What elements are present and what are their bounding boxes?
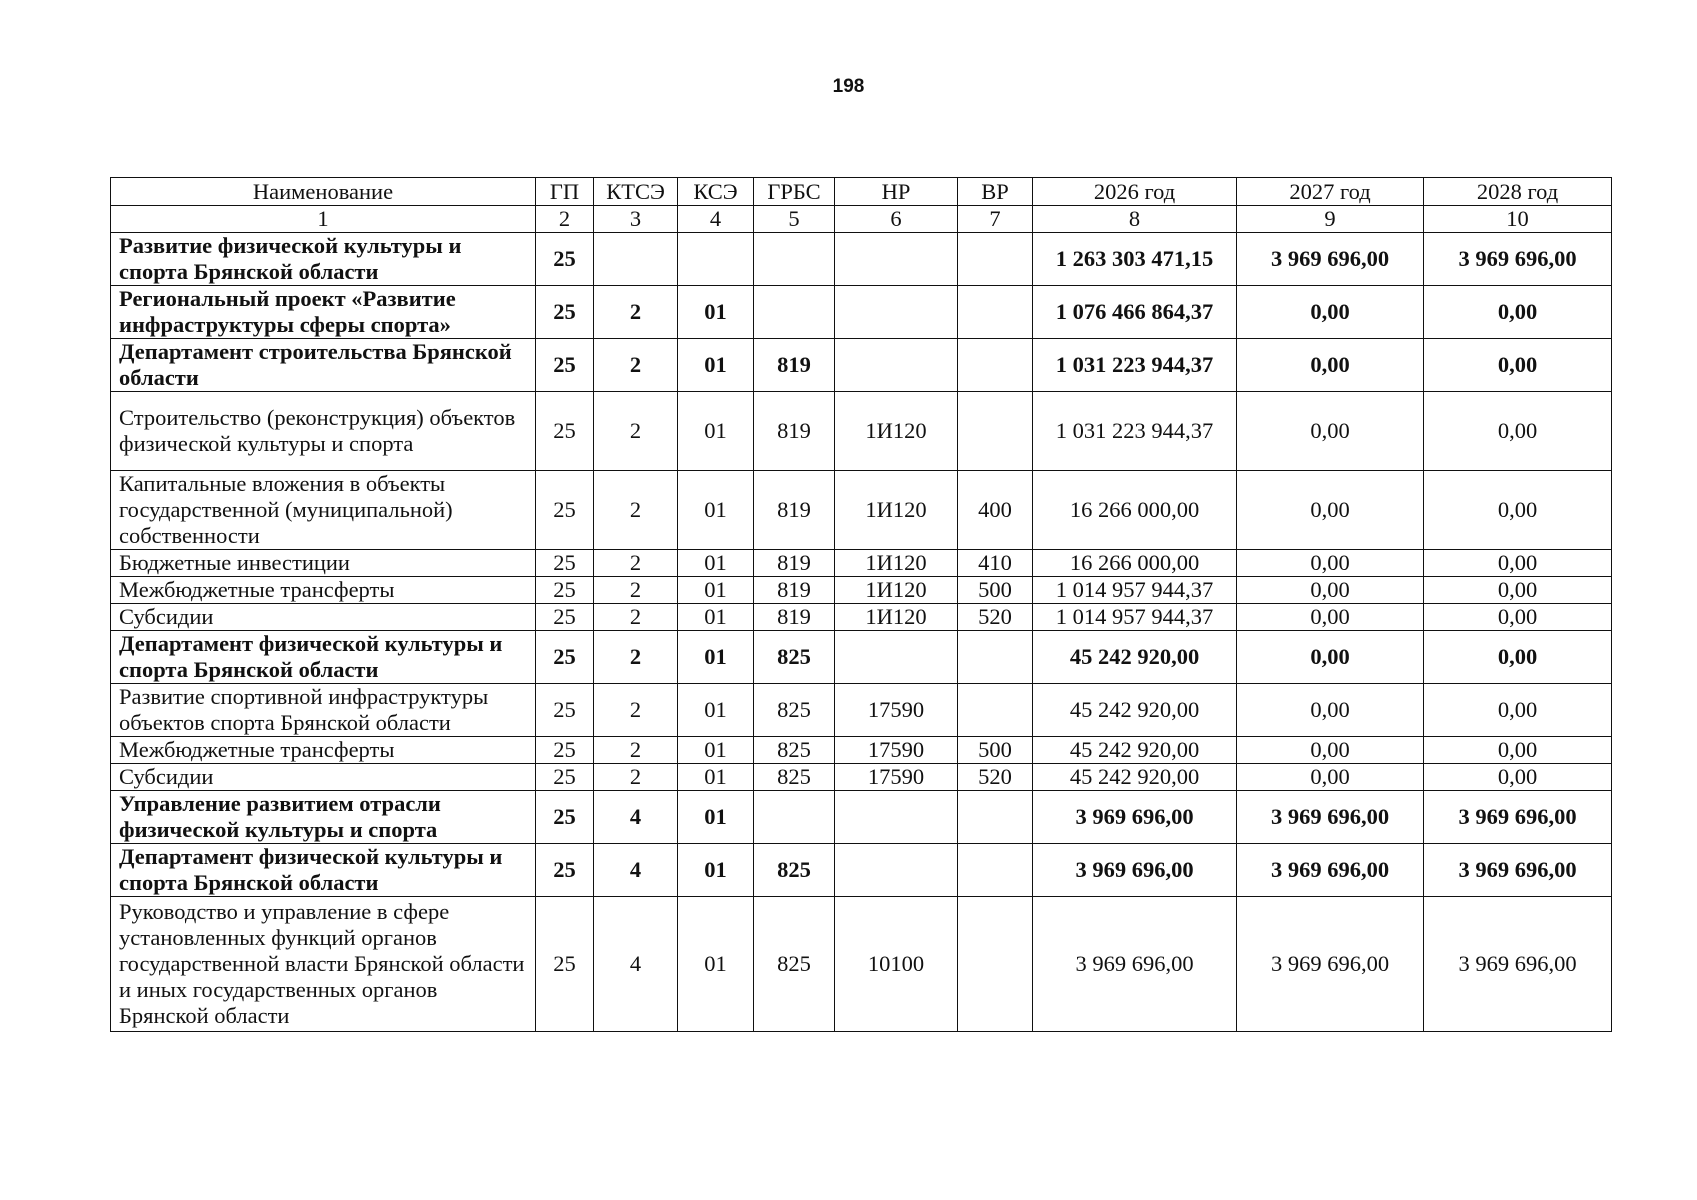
cell-2026: 1 014 957 944,37 bbox=[1033, 577, 1237, 604]
header-ktse: КТСЭ bbox=[594, 178, 678, 206]
header-2028: 2028 год bbox=[1424, 178, 1612, 206]
column-number: 9 bbox=[1237, 206, 1424, 233]
cell-nr: 10100 bbox=[835, 897, 958, 1032]
cell-name: Управление развитием отрасли физической культуры и спорта bbox=[111, 791, 536, 844]
cell-gp: 25 bbox=[536, 577, 594, 604]
cell-ktse: 2 bbox=[594, 286, 678, 339]
header-name: Наименование bbox=[111, 178, 536, 206]
cell-ktse: 2 bbox=[594, 550, 678, 577]
cell-grbs: 825 bbox=[754, 764, 835, 791]
cell-nr bbox=[835, 286, 958, 339]
cell-grbs: 819 bbox=[754, 339, 835, 392]
cell-grbs: 819 bbox=[754, 604, 835, 631]
cell-2026: 3 969 696,00 bbox=[1033, 791, 1237, 844]
column-number: 6 bbox=[835, 206, 958, 233]
cell-2026: 1 031 223 944,37 bbox=[1033, 339, 1237, 392]
cell-2027: 3 969 696,00 bbox=[1237, 897, 1424, 1032]
cell-grbs: 825 bbox=[754, 897, 835, 1032]
cell-2026: 45 242 920,00 bbox=[1033, 764, 1237, 791]
cell-vr bbox=[958, 684, 1033, 737]
header-grbs: ГРБС bbox=[754, 178, 835, 206]
cell-name: Межбюджетные трансферты bbox=[111, 577, 536, 604]
cell-name: Региональный проект «Развитие инфраструктуры сферы спорта» bbox=[111, 286, 536, 339]
cell-name: Капитальные вложения в объекты государственной (муниципальной) собственности bbox=[111, 471, 536, 550]
table-row bbox=[111, 233, 1612, 286]
cell-gp: 25 bbox=[536, 737, 594, 764]
cell-2027: 0,00 bbox=[1237, 471, 1424, 550]
cell-vr bbox=[958, 791, 1033, 844]
header-row bbox=[111, 178, 1612, 206]
cell-2027: 3 969 696,00 bbox=[1237, 791, 1424, 844]
cell-2027: 0,00 bbox=[1237, 604, 1424, 631]
header-kse: КСЭ bbox=[678, 178, 754, 206]
cell-2026: 1 014 957 944,37 bbox=[1033, 604, 1237, 631]
table-row bbox=[111, 604, 1612, 631]
cell-vr bbox=[958, 339, 1033, 392]
header-vr: ВР bbox=[958, 178, 1033, 206]
cell-vr bbox=[958, 286, 1033, 339]
cell-2026: 45 242 920,00 bbox=[1033, 737, 1237, 764]
table-row bbox=[111, 897, 1612, 1032]
cell-kse: 01 bbox=[678, 286, 754, 339]
cell-ktse: 4 bbox=[594, 844, 678, 897]
cell-2028: 0,00 bbox=[1424, 550, 1612, 577]
cell-grbs: 819 bbox=[754, 392, 835, 471]
column-number: 2 bbox=[536, 206, 594, 233]
cell-name: Развитие физической культуры и спорта Брянской области bbox=[111, 233, 536, 286]
cell-kse: 01 bbox=[678, 392, 754, 471]
cell-kse: 01 bbox=[678, 737, 754, 764]
table-row bbox=[111, 339, 1612, 392]
cell-kse: 01 bbox=[678, 604, 754, 631]
cell-gp: 25 bbox=[536, 684, 594, 737]
cell-grbs: 825 bbox=[754, 631, 835, 684]
cell-vr: 400 bbox=[958, 471, 1033, 550]
cell-kse: 01 bbox=[678, 550, 754, 577]
cell-nr: 17590 bbox=[835, 764, 958, 791]
cell-2027: 0,00 bbox=[1237, 684, 1424, 737]
cell-nr bbox=[835, 233, 958, 286]
cell-gp: 25 bbox=[536, 233, 594, 286]
column-number: 10 bbox=[1424, 206, 1612, 233]
cell-gp: 25 bbox=[536, 631, 594, 684]
cell-2027: 0,00 bbox=[1237, 339, 1424, 392]
table-body bbox=[111, 233, 1612, 1032]
cell-2027: 0,00 bbox=[1237, 550, 1424, 577]
cell-2028: 0,00 bbox=[1424, 631, 1612, 684]
cell-2026: 3 969 696,00 bbox=[1033, 844, 1237, 897]
cell-name: Межбюджетные трансферты bbox=[111, 737, 536, 764]
cell-ktse: 2 bbox=[594, 684, 678, 737]
cell-grbs bbox=[754, 791, 835, 844]
table-row bbox=[111, 286, 1612, 339]
cell-grbs bbox=[754, 233, 835, 286]
table-row bbox=[111, 684, 1612, 737]
cell-nr bbox=[835, 791, 958, 844]
cell-vr: 410 bbox=[958, 550, 1033, 577]
cell-grbs: 825 bbox=[754, 737, 835, 764]
cell-name: Субсидии bbox=[111, 764, 536, 791]
cell-ktse: 2 bbox=[594, 392, 678, 471]
table-header bbox=[111, 178, 1612, 233]
cell-ktse: 2 bbox=[594, 604, 678, 631]
cell-2028: 3 969 696,00 bbox=[1424, 791, 1612, 844]
table-row bbox=[111, 631, 1612, 684]
cell-2028: 3 969 696,00 bbox=[1424, 897, 1612, 1032]
cell-2026: 1 076 466 864,37 bbox=[1033, 286, 1237, 339]
cell-ktse: 2 bbox=[594, 577, 678, 604]
cell-nr: 1И120 bbox=[835, 392, 958, 471]
column-number: 8 bbox=[1033, 206, 1237, 233]
cell-2026: 16 266 000,00 bbox=[1033, 550, 1237, 577]
cell-vr: 520 bbox=[958, 764, 1033, 791]
cell-name: Субсидии bbox=[111, 604, 536, 631]
cell-ktse: 2 bbox=[594, 737, 678, 764]
cell-nr: 1И120 bbox=[835, 550, 958, 577]
cell-grbs: 819 bbox=[754, 550, 835, 577]
cell-kse: 01 bbox=[678, 764, 754, 791]
cell-2028: 3 969 696,00 bbox=[1424, 844, 1612, 897]
cell-grbs: 819 bbox=[754, 577, 835, 604]
header-nr: НР bbox=[835, 178, 958, 206]
cell-2026: 45 242 920,00 bbox=[1033, 684, 1237, 737]
cell-ktse: 2 bbox=[594, 339, 678, 392]
header-gp: ГП bbox=[536, 178, 594, 206]
cell-name: Департамент физической культуры и спорта Брянской области bbox=[111, 844, 536, 897]
column-number: 1 bbox=[111, 206, 536, 233]
cell-gp: 25 bbox=[536, 764, 594, 791]
cell-gp: 25 bbox=[536, 339, 594, 392]
cell-ktse: 2 bbox=[594, 631, 678, 684]
column-number: 5 bbox=[754, 206, 835, 233]
header-2027: 2027 год bbox=[1237, 178, 1424, 206]
table-row bbox=[111, 791, 1612, 844]
cell-nr bbox=[835, 631, 958, 684]
cell-gp: 25 bbox=[536, 286, 594, 339]
cell-gp: 25 bbox=[536, 604, 594, 631]
cell-ktse: 4 bbox=[594, 791, 678, 844]
cell-kse: 01 bbox=[678, 684, 754, 737]
cell-2026: 45 242 920,00 bbox=[1033, 631, 1237, 684]
cell-grbs: 825 bbox=[754, 844, 835, 897]
cell-2027: 0,00 bbox=[1237, 577, 1424, 604]
table-row bbox=[111, 577, 1612, 604]
cell-grbs: 825 bbox=[754, 684, 835, 737]
cell-kse: 01 bbox=[678, 791, 754, 844]
cell-gp: 25 bbox=[536, 471, 594, 550]
cell-ktse: 2 bbox=[594, 471, 678, 550]
cell-grbs bbox=[754, 286, 835, 339]
cell-kse: 01 bbox=[678, 339, 754, 392]
cell-vr: 500 bbox=[958, 737, 1033, 764]
page-number: 198 bbox=[832, 76, 865, 97]
cell-gp: 25 bbox=[536, 791, 594, 844]
cell-name: Бюджетные инвестиции bbox=[111, 550, 536, 577]
cell-2028: 0,00 bbox=[1424, 392, 1612, 471]
cell-nr bbox=[835, 339, 958, 392]
cell-2026: 1 031 223 944,37 bbox=[1033, 392, 1237, 471]
cell-ktse: 2 bbox=[594, 764, 678, 791]
table-row bbox=[111, 764, 1612, 791]
budget-table bbox=[110, 177, 1612, 1032]
header-2026: 2026 год bbox=[1033, 178, 1237, 206]
cell-kse: 01 bbox=[678, 471, 754, 550]
cell-2027: 0,00 bbox=[1237, 286, 1424, 339]
cell-nr: 17590 bbox=[835, 737, 958, 764]
cell-2027: 0,00 bbox=[1237, 737, 1424, 764]
table-row bbox=[111, 737, 1612, 764]
cell-vr bbox=[958, 233, 1033, 286]
cell-nr: 1И120 bbox=[835, 471, 958, 550]
cell-name: Департамент физической культуры и спорта Брянской области bbox=[111, 631, 536, 684]
cell-kse bbox=[678, 233, 754, 286]
cell-nr: 1И120 bbox=[835, 577, 958, 604]
cell-2027: 0,00 bbox=[1237, 631, 1424, 684]
cell-gp: 25 bbox=[536, 550, 594, 577]
cell-grbs: 819 bbox=[754, 471, 835, 550]
cell-2028: 0,00 bbox=[1424, 471, 1612, 550]
cell-vr: 500 bbox=[958, 577, 1033, 604]
cell-2028: 0,00 bbox=[1424, 577, 1612, 604]
column-number: 3 bbox=[594, 206, 678, 233]
cell-nr: 17590 bbox=[835, 684, 958, 737]
cell-ktse bbox=[594, 233, 678, 286]
cell-name: Развитие спортивной инфраструктуры объектов спорта Брянской области bbox=[111, 684, 536, 737]
cell-kse: 01 bbox=[678, 897, 754, 1032]
cell-2028: 0,00 bbox=[1424, 604, 1612, 631]
cell-2027: 0,00 bbox=[1237, 764, 1424, 791]
table-row bbox=[111, 471, 1612, 550]
cell-2027: 3 969 696,00 bbox=[1237, 844, 1424, 897]
cell-2027: 3 969 696,00 bbox=[1237, 233, 1424, 286]
cell-kse: 01 bbox=[678, 631, 754, 684]
cell-name: Строительство (реконструкция) объектов физической культуры и спорта bbox=[111, 392, 536, 471]
cell-2026: 3 969 696,00 bbox=[1033, 897, 1237, 1032]
cell-kse: 01 bbox=[678, 577, 754, 604]
table-row bbox=[111, 844, 1612, 897]
cell-vr bbox=[958, 631, 1033, 684]
cell-name: Руководство и управление в сфере установленных функций органов государственной власти Брянской области и иных государственных органов Брянской области bbox=[111, 897, 536, 1032]
cell-2027: 0,00 bbox=[1237, 392, 1424, 471]
table-row bbox=[111, 392, 1612, 471]
cell-2028: 0,00 bbox=[1424, 737, 1612, 764]
cell-vr bbox=[958, 844, 1033, 897]
cell-2026: 1 263 303 471,15 bbox=[1033, 233, 1237, 286]
cell-ktse: 4 bbox=[594, 897, 678, 1032]
column-number: 4 bbox=[678, 206, 754, 233]
column-number-row bbox=[111, 206, 1612, 233]
cell-2028: 0,00 bbox=[1424, 764, 1612, 791]
cell-vr: 520 bbox=[958, 604, 1033, 631]
cell-2026: 16 266 000,00 bbox=[1033, 471, 1237, 550]
cell-gp: 25 bbox=[536, 897, 594, 1032]
table-row bbox=[111, 550, 1612, 577]
cell-nr: 1И120 bbox=[835, 604, 958, 631]
cell-name: Департамент строительства Брянской области bbox=[111, 339, 536, 392]
column-number: 7 bbox=[958, 206, 1033, 233]
cell-2028: 0,00 bbox=[1424, 684, 1612, 737]
cell-gp: 25 bbox=[536, 392, 594, 471]
cell-2028: 0,00 bbox=[1424, 339, 1612, 392]
cell-gp: 25 bbox=[536, 844, 594, 897]
cell-2028: 3 969 696,00 bbox=[1424, 233, 1612, 286]
cell-nr bbox=[835, 844, 958, 897]
cell-vr bbox=[958, 897, 1033, 1032]
cell-kse: 01 bbox=[678, 844, 754, 897]
cell-2028: 0,00 bbox=[1424, 286, 1612, 339]
cell-vr bbox=[958, 392, 1033, 471]
